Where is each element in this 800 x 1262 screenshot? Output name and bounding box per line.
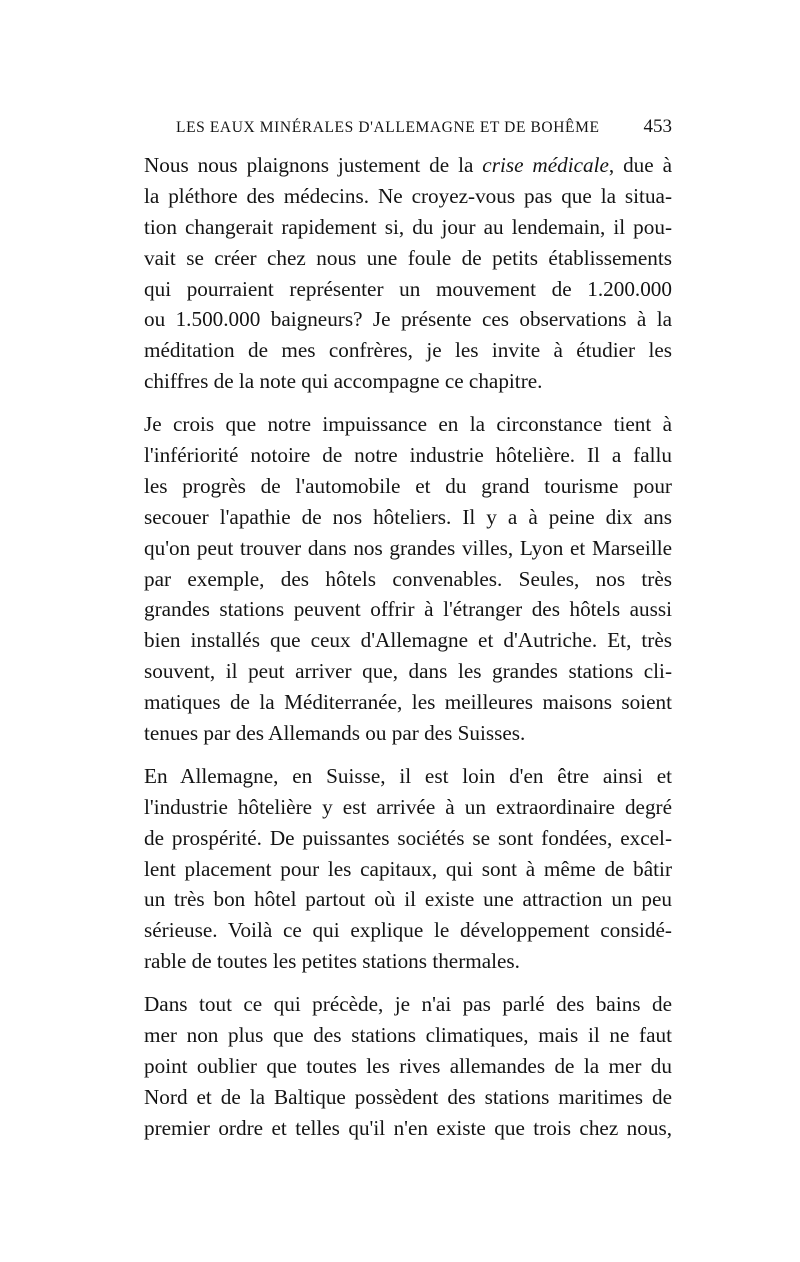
text-line: un très bon hôtel partout où il existe une attraction un peu <box>144 887 672 912</box>
italic-phrase: crise médicale <box>482 153 609 177</box>
text-line: point oublier que toutes les rives allemandes de la mer du <box>144 1053 672 1078</box>
book-page <box>144 116 672 1144</box>
text-line: En Allemagne, en Suisse, il est loin d'en être ainsi et <box>144 763 672 788</box>
paragraph-4 <box>144 989 672 1143</box>
text-line: tion changerait rapidement si, du jour au lendemain, il pou- <box>144 214 672 239</box>
page-number: 453 <box>643 116 672 137</box>
text-line: tenues par des Allemands ou par des Suisses. <box>144 721 526 746</box>
text-line: grandes stations peuvent offrir à l'étranger des hôtels aussi <box>144 597 672 622</box>
text-line: Je crois que notre impuissance en la circonstance tient à <box>144 412 672 437</box>
paragraph-3 <box>144 761 672 977</box>
text-line: l'infériorité notoire de notre industrie hôtelière. Il a fallu <box>144 443 672 468</box>
text-line: méditation de mes confrères, je les invite à étudier les <box>144 338 672 363</box>
running-title: LES EAUX MINÉRALES D'ALLEMAGNE ET DE BOHÊME <box>176 119 600 136</box>
text-line: sérieuse. Voilà ce qui explique le développement considé- <box>144 918 672 943</box>
text-line: premier ordre et telles qu'il n'en existe que trois chez nous, <box>144 1115 672 1140</box>
text-line: bien installés que ceux d'Allemagne et d'Autriche. Et, très <box>144 628 672 653</box>
text-line: lent placement pour les capitaux, qui sont à même de bâtir <box>144 856 672 881</box>
running-header <box>176 116 672 138</box>
text-line: souvent, il peut arriver que, dans les grandes stations cli- <box>144 659 672 684</box>
text-line: rable de toutes les petites stations thermales. <box>144 949 520 974</box>
text-line: mer non plus que des stations climatiques, mais il ne faut <box>144 1023 672 1048</box>
text-line: ou 1.500.000 baigneurs? Je présente ces observations à la <box>144 307 672 332</box>
text-line: les progrès de l'automobile et du grand tourisme pour <box>144 473 672 498</box>
text-line: de prospérité. De puissantes sociétés se sont fondées, excel- <box>144 825 672 850</box>
text-line: qu'on peut trouver dans nos grandes villes, Lyon et Marseille <box>144 535 672 560</box>
paragraph-2 <box>144 409 672 749</box>
text-line: Nord et de la Baltique possèdent des stations maritimes de <box>144 1084 672 1109</box>
text-line: qui pourraient représenter un mouvement de 1.200.000 <box>144 276 672 301</box>
text-line: vait se créer chez nous une foule de petits établissements <box>144 245 672 270</box>
text-line: secouer l'apathie de nos hôteliers. Il y a à peine dix ans <box>144 504 672 529</box>
text-line: l'industrie hôtelière y est arrivée à un extraordinaire degré <box>144 794 672 819</box>
text-line: la pléthore des médecins. Ne croyez-vous pas que la situa- <box>144 183 672 208</box>
text-line: Nous nous plaignons justement de la crise médicale, due à <box>144 153 672 177</box>
text-line: Dans tout ce qui précède, je n'ai pas parlé des bains de <box>144 992 672 1017</box>
paragraph-1 <box>144 150 672 397</box>
text-line: matiques de la Méditerranée, les meilleures maisons soient <box>144 690 672 715</box>
text-line: par exemple, des hôtels convenables. Seules, nos très <box>144 566 672 591</box>
text-line: chiffres de la note qui accompagne ce chapitre. <box>144 369 543 394</box>
